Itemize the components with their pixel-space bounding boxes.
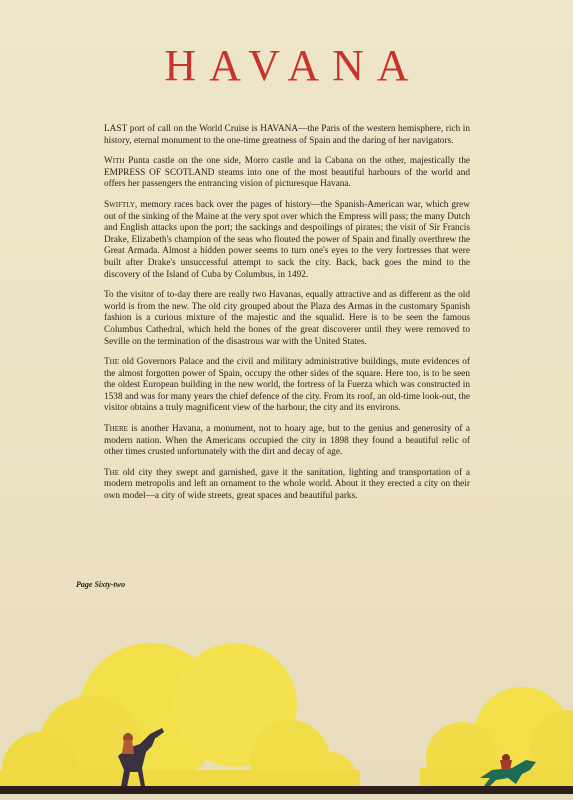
paragraph <box>104 200 470 281</box>
paragraph-text: To the visitor of to-day there are really two Havanas, equally attractive and as different as the old world is from the new. The old city grouped about the Plaza des Armas in the customary Spanish fashion is a curious mixture of the majestic and the squalid. Here is to be seen the famous Columbus Cathedral, which held the bones of the great discoverer until they were removed to Seville on the termination of the disastrous war with the United States. <box>104 290 470 347</box>
paragraph-lead: LAST <box>104 124 128 134</box>
landscape-illustration <box>0 620 573 800</box>
paragraph-lead: There <box>104 424 128 435</box>
page-number: Page Sixty-two <box>76 580 126 589</box>
bottom-band <box>0 794 573 800</box>
paragraph <box>104 424 470 459</box>
page-title: HAVANA <box>164 41 422 90</box>
paragraph-text: old Governors Palace and the civil and military administrative buildings, mute evidences of the almost forgotten power of Spain, occupy the other sides of the square. Here too, is to be seen the oldest European building in the new world, the fortress of la Fuerza which was constructed in 1538 and was for many years the chief defence of the city. From its roof, an old-time look-out, the visitor obtains a truly magnificent view of the harbour, the city and its environs. <box>104 357 470 414</box>
paragraph-text: Punta castle on the one side, Morro castle and la Cabana on the other, majestically the EMPRESS OF SCOTLAND steams into one of the most beautiful harbours of the world and offers her passengers the entrancing vision of picturesque Havana. <box>104 156 470 190</box>
paragraph <box>104 124 470 147</box>
paragraph <box>104 290 470 348</box>
paragraph-text: old city they swept and garnished, gave it the sanitation, lighting and transportation of a modern metropolis and left an ornament to the whole world. About it they erected a city on their own model—a city of wide streets, great spaces and beautiful parks. <box>104 467 470 502</box>
paragraph-text: memory races back over the pages of history—the Spanish-American war, which grew out of the sinking of the Maine at the very spot over which the Empress will pass; the many Dutch and English attacks upon the port; the sackings and despoilings of pirates; the visit of Sir Francis Drake, Elizabeth's champion of the seas who flouted the power of Spain and finally overthrew the Great Armada. Almost a hidden power seems to turn one's eyes to the very fortresses that were built after Drake's unsuccessful attempt to sack the city. Back, back goes the mind to the discovery of the Island of Cuba by Columbus, in 1492. <box>104 199 470 280</box>
article-body <box>104 124 470 503</box>
paragraph-text: is another Havana, a monument, not to hoary age, but to the genius and generosity of a modern nation. When the Americans occupied the city in 1898 they found a beautiful relic of other times crusted unfortunately with the dirt and decay of age. <box>104 424 470 458</box>
paragraph-lead: Swiftly, <box>104 199 138 210</box>
paragraph-lead: The <box>104 357 120 368</box>
paragraph-text: port of call on the World Cruise is HAVANA—the Paris of the western hemisphere, rich in history, eternal monument to the one-time greatness of Spain and the daring of her navigators. <box>104 124 470 146</box>
paragraph <box>104 156 470 191</box>
paragraph-lead: The <box>104 467 120 478</box>
paragraph <box>104 468 470 503</box>
paragraph-lead: With <box>104 156 125 167</box>
ground-strip <box>0 786 573 794</box>
paragraph <box>104 357 470 415</box>
